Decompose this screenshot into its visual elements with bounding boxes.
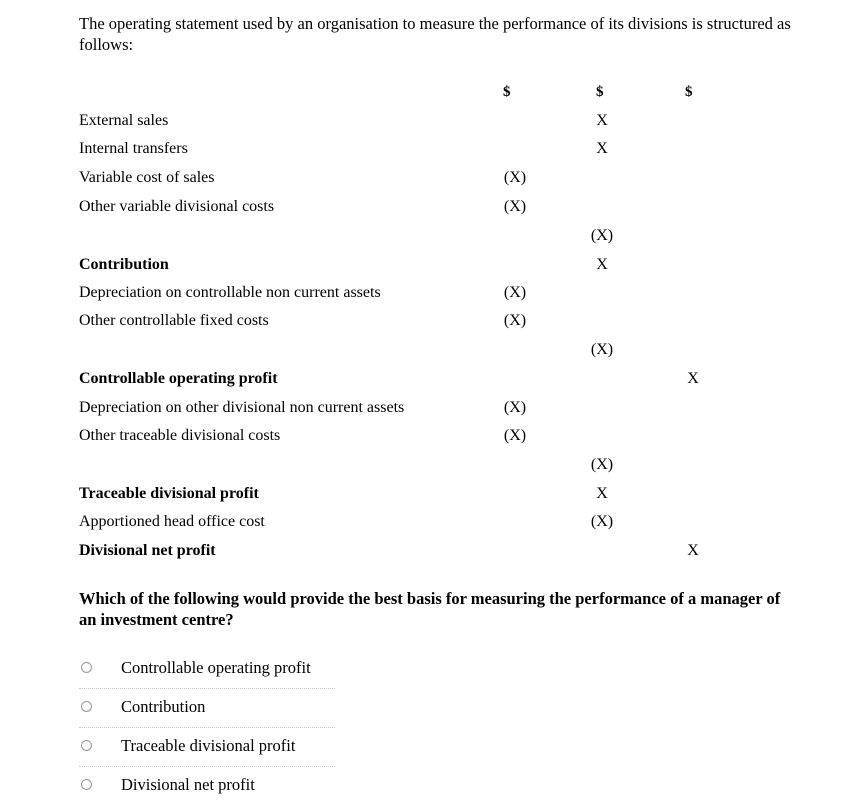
row-label: Contribution <box>79 256 169 273</box>
intro-text: The operating statement used by an organisation to measure the performance of its divisions is structured as follows: <box>79 14 791 54</box>
radio-button[interactable] <box>81 662 92 673</box>
option-traceable-divisional-profit[interactable] <box>79 728 335 767</box>
option-label[interactable]: Traceable divisional profit <box>121 736 296 755</box>
row-label: Controllable operating profit <box>79 370 278 387</box>
column-header-1: $ <box>503 84 511 100</box>
question-text: Which of the following would provide the best basis for measuring the performance of a manager of an investment centre? <box>79 589 781 629</box>
row-label: Other traceable divisional costs <box>79 427 281 444</box>
row-value: (X) <box>590 456 614 473</box>
row-label: Divisional net profit <box>79 542 216 559</box>
row-value: (X) <box>590 227 614 244</box>
row-value: (X) <box>590 341 614 358</box>
row-label: Other variable divisional costs <box>79 198 275 215</box>
row-label: Depreciation on controllable non current assets <box>79 284 381 301</box>
row-value: (X) <box>503 169 527 186</box>
row-label: External sales <box>79 112 169 129</box>
option-contribution[interactable] <box>79 689 335 728</box>
radio-button[interactable] <box>81 740 92 751</box>
option-divisional-net-profit[interactable] <box>79 767 335 805</box>
row-label: Traceable divisional profit <box>79 485 259 502</box>
row-value: X <box>596 112 608 129</box>
row-value: X <box>687 370 699 387</box>
row-label: Depreciation on other divisional non current assets <box>79 399 405 416</box>
option-controllable-operating-profit[interactable] <box>79 650 335 689</box>
option-label[interactable]: Controllable operating profit <box>121 658 311 677</box>
row-value: X <box>596 485 608 502</box>
column-header-3: $ <box>685 84 693 100</box>
row-label: Internal transfers <box>79 140 188 157</box>
row-value: (X) <box>503 284 527 301</box>
option-label[interactable]: Contribution <box>121 697 206 716</box>
row-label: Apportioned head office cost <box>79 513 265 530</box>
column-header-2: $ <box>596 84 604 100</box>
row-value: (X) <box>503 399 527 416</box>
row-value: (X) <box>590 513 614 530</box>
row-label: Other controllable fixed costs <box>79 312 269 329</box>
row-value: X <box>596 256 608 273</box>
row-value: (X) <box>503 312 527 329</box>
row-value: X <box>596 140 608 157</box>
option-label[interactable]: Divisional net profit <box>121 775 255 794</box>
row-value: (X) <box>503 198 527 215</box>
row-value: (X) <box>503 427 527 444</box>
radio-button[interactable] <box>81 701 92 712</box>
row-label: Variable cost of sales <box>79 169 215 186</box>
row-value: X <box>687 542 699 559</box>
radio-button[interactable] <box>81 779 92 790</box>
